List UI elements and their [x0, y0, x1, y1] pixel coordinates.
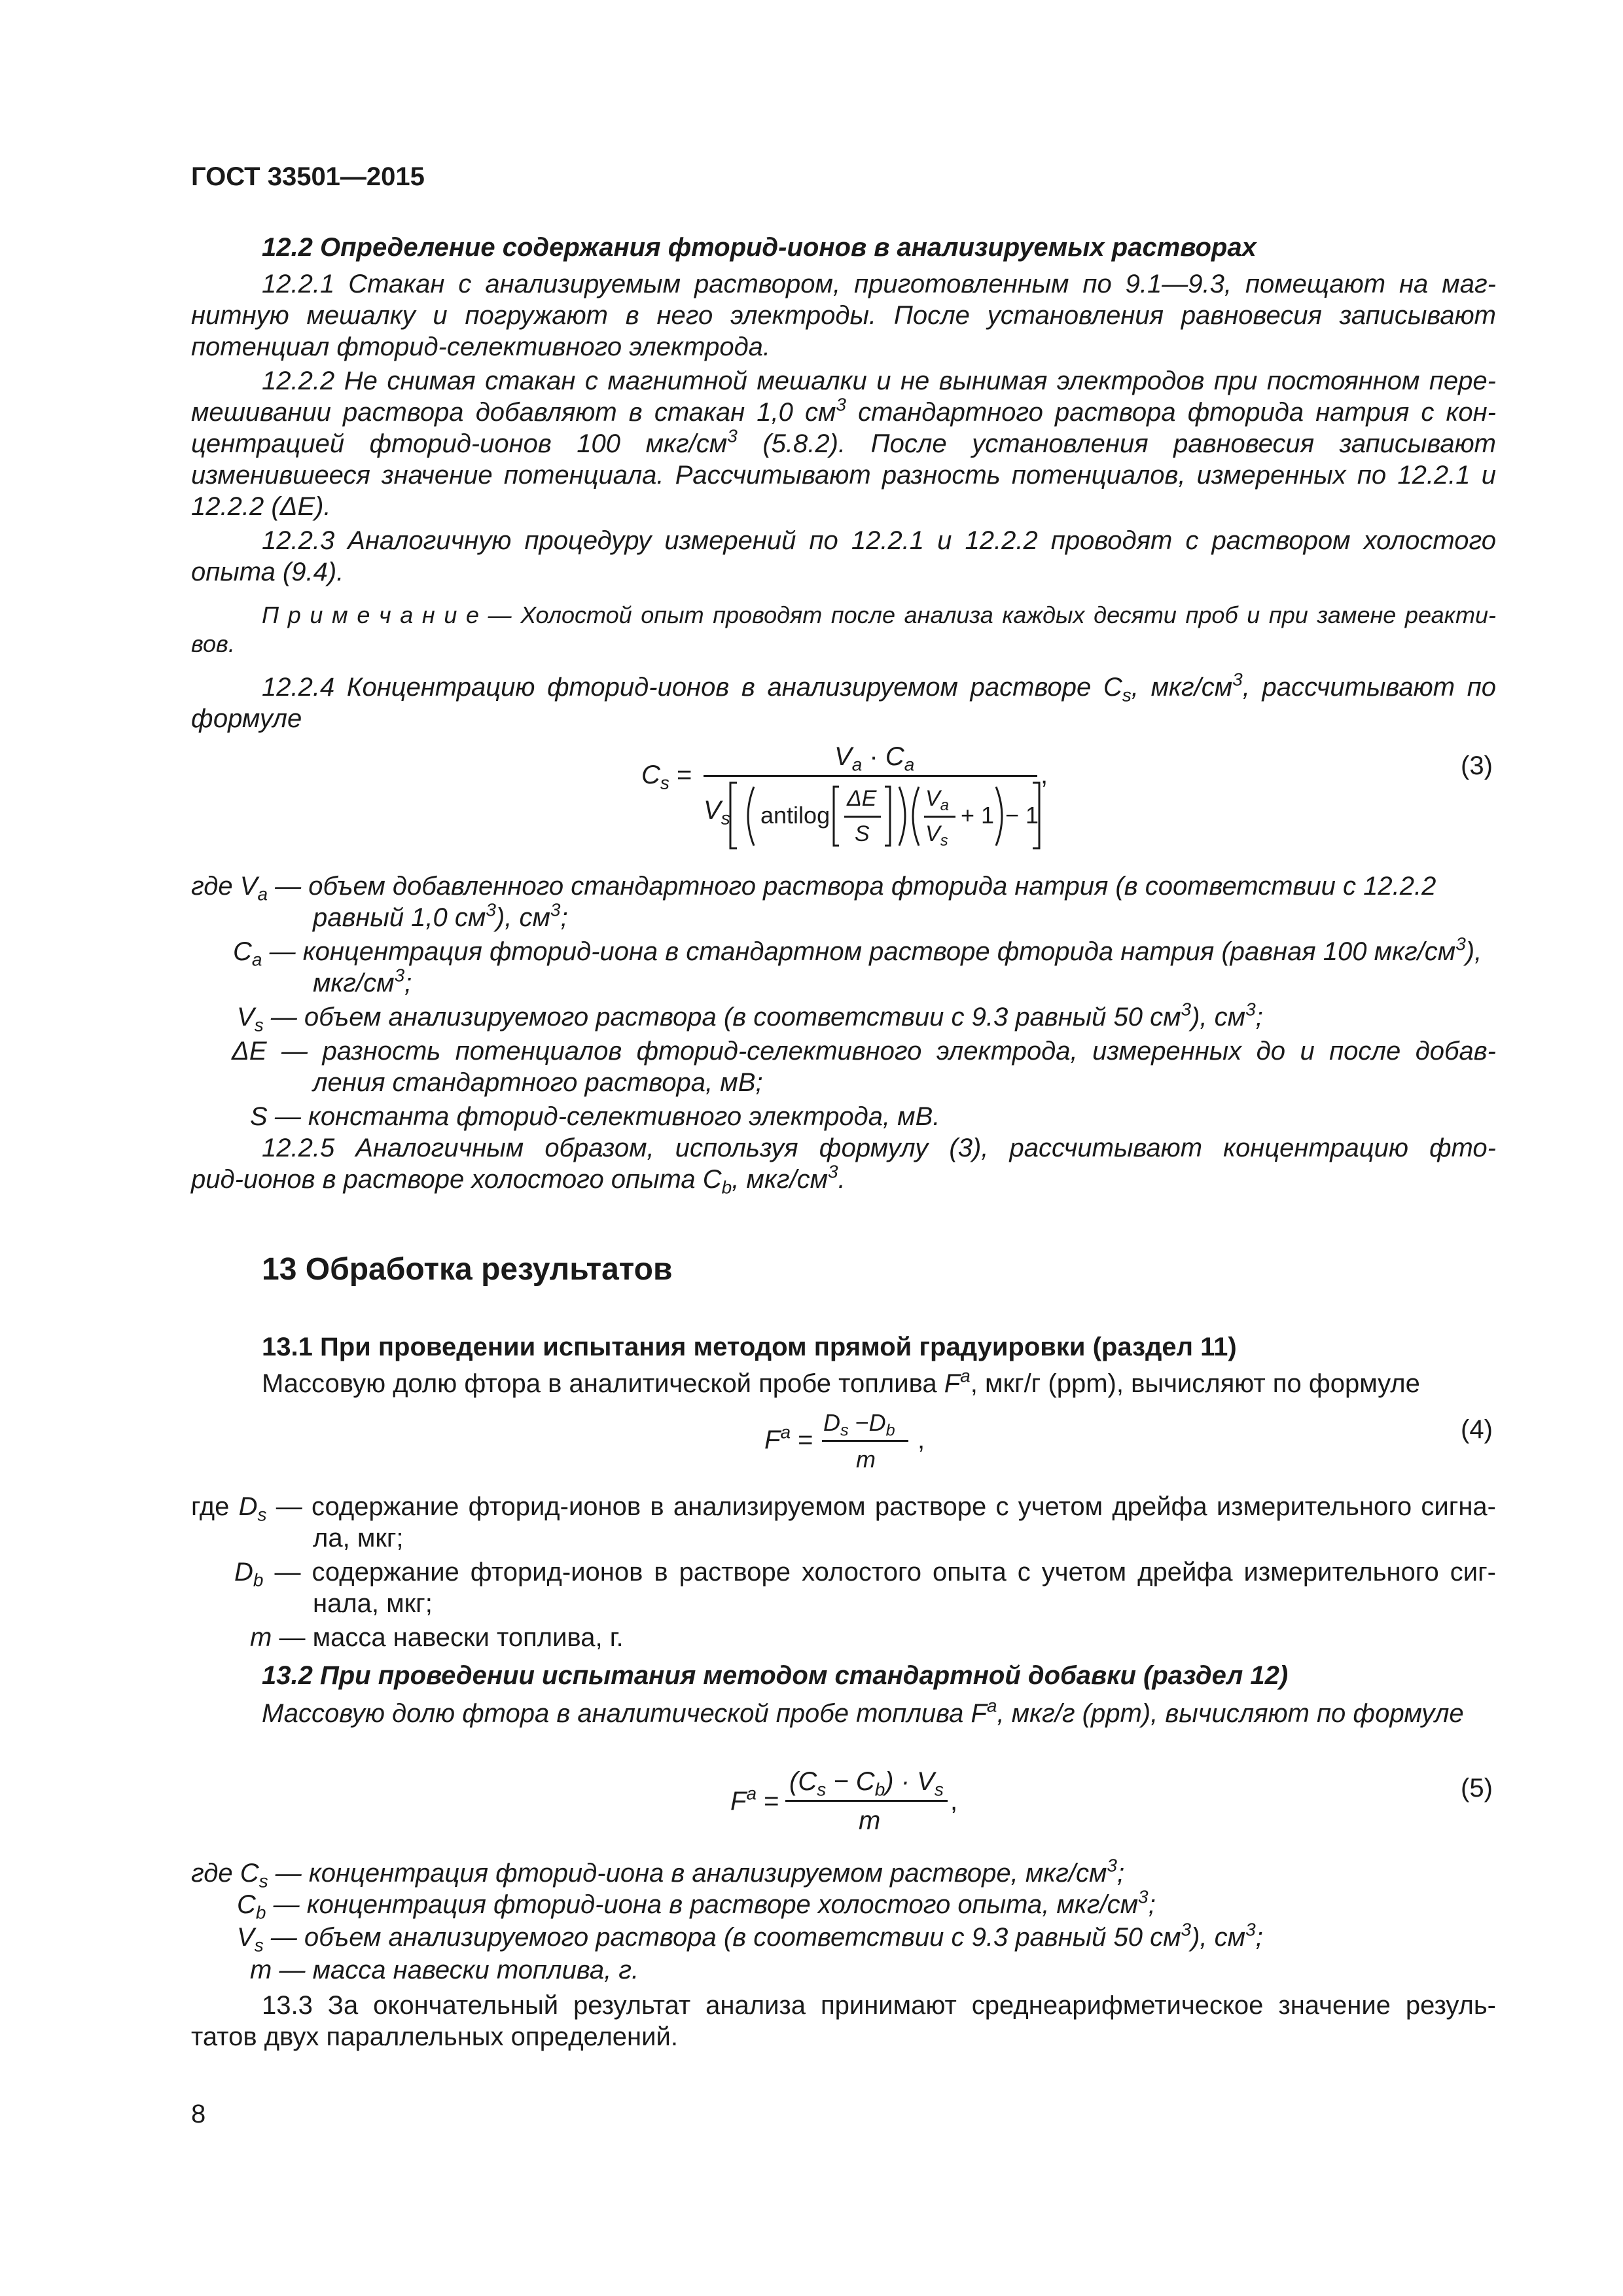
formula-5-denominator: m — [859, 1806, 881, 1835]
para-12-2-1-line3: потенциал фторид-селективного электрода. — [191, 332, 771, 361]
where3-delta-e: ΔE — разность потенциалов фторид-селективного электрода, измеренных до и после добав- — [232, 1037, 1496, 1066]
para-12-2-4-line2: формуле — [191, 704, 302, 733]
formula-5-numerator: $(C_s - C_b) \cdot V_s$ — [789, 1767, 944, 1800]
doc-code: ГОСТ 33501—2015 — [191, 162, 425, 191]
para-12-2-2-line2: мешивании раствора добавляют в стакан 1,0 $см^3$ стандартного раствора фторида натрия с кон- — [191, 394, 1496, 427]
where3-ca: $C_a$ — концентрация фторид-иона в стандартном растворе фторида натрия (равная 100 мкг/$см^3$), — [233, 933, 1482, 970]
para-12-2-5-line2: рид-ионов в растворе холостого опыта $C_b$, мкг/$см^3$. — [191, 1161, 846, 1198]
para-12-2-1-line1: 12.2.1 Стакан с анализируемым раствором, приготовленным по 9.1—9.3, помещают на маг- — [262, 270, 1496, 298]
formula-3-number: (3) — [1461, 751, 1493, 780]
where4-db-line2: нала, мкг; — [313, 1589, 433, 1618]
where5-cb: $C_b$ — концентрация фторид-иона в растворе холостого опыта, мкг/$см^3$; — [237, 1886, 1156, 1923]
para-12-2-3-line2: опыта (9.4). — [191, 558, 344, 586]
formula-3-den-v: $V_s$ — [704, 796, 730, 829]
formula-3-delta-e: ΔE — [847, 786, 877, 811]
formula-3-vs: $V_s$ — [925, 821, 948, 850]
para-13-3-line2: татов двух параллельных определений. — [191, 2022, 678, 2051]
para-12-2-2-line5: 12.2.2 (ΔE). — [191, 492, 331, 521]
where3-delta-e-line2: ления стандартного раствора, мВ; — [313, 1068, 763, 1097]
page-number: 8 — [191, 2100, 206, 2128]
formula-4-denominator: m — [856, 1446, 876, 1473]
note-line2: вов. — [191, 630, 235, 657]
formula-4-numerator: $D_s -D_b$ — [823, 1409, 895, 1440]
para-12-2-3-line1: 12.2.3 Аналогичную процедуру измерений по 12.2.1 и 12.2.2 проводят с раствором холостого — [262, 526, 1496, 555]
formula-3-plus-one: + 1 — [961, 802, 995, 829]
section-13-1-title: 13.1 При проведении испытания методом прямой градуировки (раздел 11) — [262, 1333, 1237, 1361]
formula-3-comma: , — [1041, 761, 1048, 789]
where5-m: m — масса навески топлива, г. — [250, 1956, 639, 1984]
para-13-1: Массовую долю фтора в аналитической пробе топлива $F^a$, мкг/г (ppm), вычисляют по формуле — [262, 1365, 1420, 1398]
formula-3-minus-one: − 1 — [1005, 802, 1039, 829]
formula-4-comma: , — [918, 1426, 925, 1454]
para-12-2-1-line2: нитную мешалку и погружают в него электроды. После установления равновесия записывают — [191, 301, 1496, 330]
where3-vs: $V_s$ — объем анализируемого раствора (в соответствии с 9.3 равный 50 $см^3$), $см^3$; — [237, 999, 1263, 1035]
formula-4-fraction-bar — [822, 1440, 908, 1442]
where3-ca-line2: мкг/$см^3$; — [313, 965, 412, 997]
formula-3-fraction-bar — [704, 775, 1037, 777]
where3-va-line2: равный 1,0 $см^3$), $см^3$; — [313, 899, 568, 932]
para-12-2-5-line1: 12.2.5 Аналогичным образом, используя формулу (3), рассчитывают концентрацию фто- — [262, 1134, 1496, 1162]
note-line1: П р и м е ч а н и е — Холостой опыт проводят после анализа каждых десяти проб и при замене реакти- — [262, 601, 1496, 628]
para-12-2-2-line3: центрацией фторид-ионов 100 мкг/$см^3$ (5.8.2). После установления равновесия записывают — [191, 425, 1496, 458]
where4-m: m — масса навески топлива, г. — [250, 1623, 624, 1652]
where3-s: S — константа фторид-селективного электрода, мВ. — [250, 1102, 940, 1131]
para-12-2-2-line4: изменившееся значение потенциала. Рассчитывают разность потенциалов, измеренных по 12.2.1 и — [191, 461, 1496, 490]
section-13-title: 13 Обработка результатов — [262, 1252, 673, 1287]
formula-3-va: $V_a$ — [925, 786, 949, 815]
formula-5-comma: , — [950, 1787, 958, 1816]
formula-5-fraction-bar — [785, 1800, 948, 1802]
where4-ds-line2: ла, мкг; — [313, 1524, 404, 1552]
para-12-2-2-line1: 12.2.2 Не снимая стакан с магнитной мешалки и не вынимая электродов при постоянном пере- — [262, 367, 1496, 395]
para-12-2-4-line1: 12.2.4 Концентрацию фторид-ионов в анализируемом растворе $C_s$, мкг/$см^3$, рассчитывают по — [262, 669, 1496, 706]
where4-ds: где $D_s$ — содержание фторид-ионов в анализируемом растворе с учетом дрейфа измерительного сигна- — [191, 1492, 1496, 1525]
para-13-3-line1: 13.3 За окончательный результат анализа принимают среднеарифметическое значение резуль- — [262, 1991, 1496, 2020]
formula-3-s: S — [855, 821, 870, 846]
para-13-2: Массовую долю фтора в аналитической пробе топлива $F^a$, мкг/г (ppm), вычисляют по формуле — [262, 1695, 1464, 1728]
formula-5-number: (5) — [1461, 1774, 1493, 1803]
formula-3-numerator: $V_a \cdot C_a$ — [834, 742, 915, 775]
formula-3-lhs: $C_s$ = — [641, 761, 692, 793]
where4-db: $D_b$ — содержание фторид-ионов в растворе холостого опыта с учетом дрейфа измерительного сиг- — [234, 1558, 1496, 1590]
section-13-2-title: 13.2 При проведении испытания методом стандартной добавки (раздел 12) — [262, 1661, 1289, 1690]
where3-va: где $V_a$ — объем добавленного стандартного раствора фторида натрия (в соответствии с 12.2.2 — [191, 872, 1436, 905]
formula-3-antilog: antilog — [760, 802, 830, 829]
where5-vs: $V_s$ — объем анализируемого раствора (в соответствии с 9.3 равный 50 $см^3$), $см^3$; — [237, 1919, 1263, 1956]
section-12-2-title: 12.2 Определение содержания фторид-ионов в анализируемых растворах — [262, 233, 1257, 262]
formula-4-number: (4) — [1461, 1415, 1493, 1444]
formula-5-lhs: $F^a$ = — [730, 1783, 779, 1816]
formula-4-lhs: $F^a$ = — [764, 1422, 813, 1454]
where5-cs: где $C_s$ — концентрация фторид-иона в анализируемом растворе, мкг/$см^3$; — [191, 1855, 1125, 1892]
